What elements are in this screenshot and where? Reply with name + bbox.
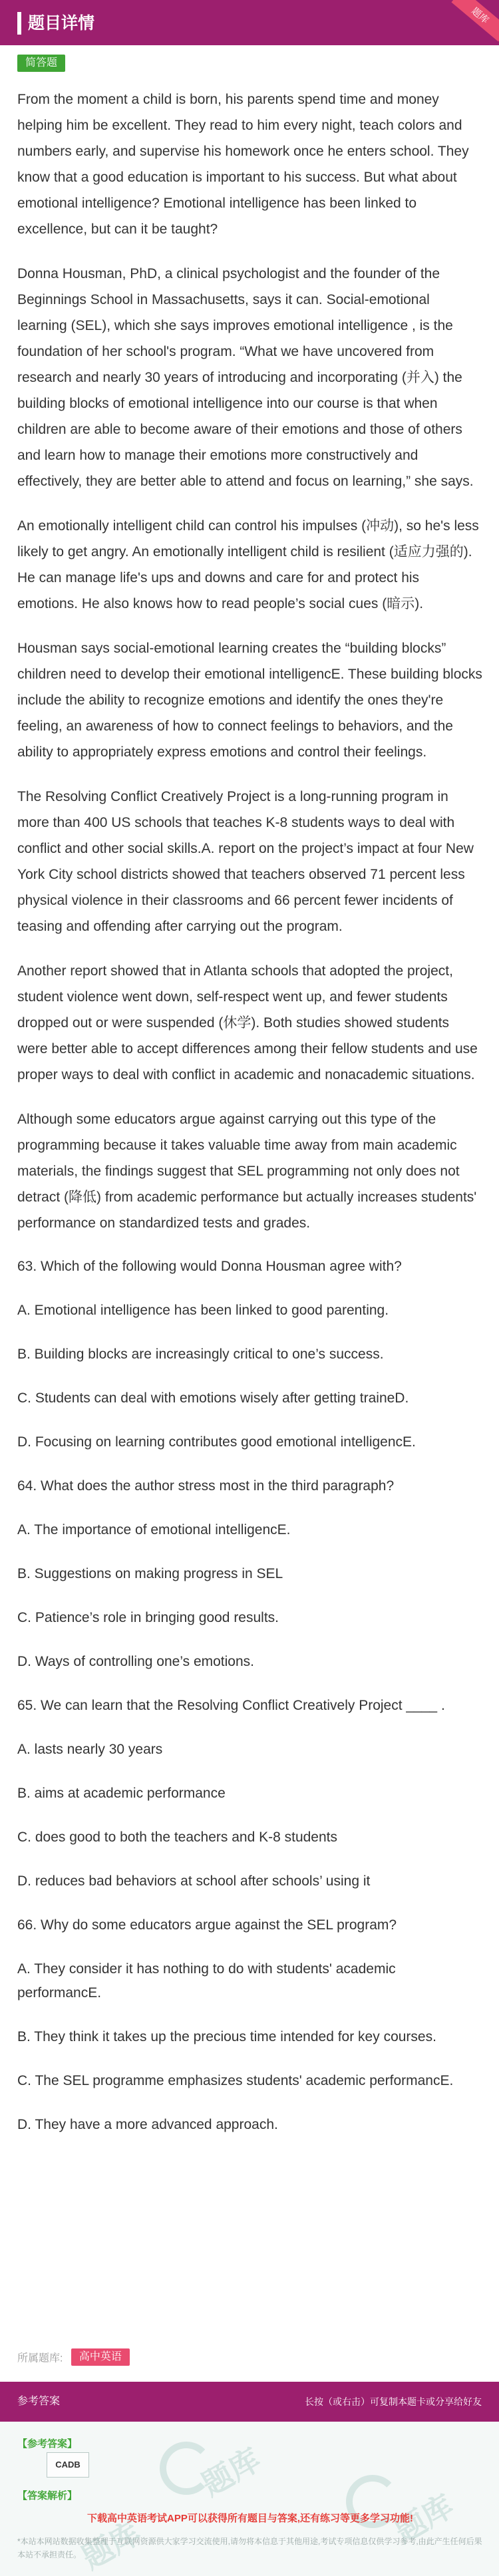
app-download-promo[interactable]: 下载高中英语考试APP可以获得所有题目与答案,还有练习等更多学习功能! <box>86 2513 413 2524</box>
answer-option: B. Suggestions on making progress in SEL <box>17 1566 283 1581</box>
answer-option: C. The SEL programme emphasizes students' academic performancE. <box>17 2073 454 2088</box>
answer-option: C. Students can deal with emotions wisely after getting traineD. <box>17 1390 409 1406</box>
passage-paragraph: From the moment a child is born, his parents spend time and money helping him be excellent. They read to him every night, teach colors and numbers early, and supervise his homework once he enters school. They know that a good education is important to his success. But what about emotional intelligence? Emotional intelligence has been linked to excellence, but can it be taught? <box>17 92 469 237</box>
question-stem: 66. Why do some educators argue against the SEL program? <box>17 1917 397 1933</box>
header <box>0 0 499 45</box>
answer-option: A. The importance of emotional intelligencE. <box>17 1522 291 1537</box>
reference-answer-label: 【参考答案】 <box>17 2438 78 2450</box>
answer-option: A. Emotional intelligence has been linked to good parenting. <box>17 1303 389 1318</box>
source-label: 所属题库: <box>17 2352 63 2364</box>
passage-paragraph: Donna Housman, PhD, a clinical psychologist and the founder of the Beginnings School in Massachusetts, says it can. Social-emotional learning (SEL), which she says improves emotional intelligence , is the foundation of her school's program. “What we have uncovered from research and nearly 30 years of introducing and incorporating (并入) the building blocks of emotional intelligence into our course is that when children are able to become aware of their emotions and those of others and learn how to manage their emotions more constructively and effectively, they are better able to attend and focus on learning,” she says. <box>17 266 474 489</box>
answer-option: D. They have a more advanced approach. <box>17 2117 278 2132</box>
passage-paragraph: An emotionally intelligent child can control his impulses (冲动), so he's less likely to get angry. An emotionally intelligent child is resilient (适应力强的). He can manage life's ups and downs and care for and protect his emotions. He also knows how to read people’s social cues (暗示). <box>17 518 479 611</box>
article <box>17 86 483 2157</box>
passage-paragraph: The Resolving Conflict Creatively Project is a long-running program in more than 400 US schools that teaches K-8 students ways to deal with conflict and other social skills.A. report on the project’s impact at four New York City school districts showed that teachers observed 71 percent less physical violence in their classrooms and 66 percent fewer incidents of teasing and offending after carrying out the program. <box>17 789 474 934</box>
answer-option: A. They consider it has nothing to do with students' academic performancE. <box>17 1961 396 2001</box>
passage-paragraph: Housman says social-emotional learning creates the “building blocks” children need to develop their emotional intelligencE. These building blocks include the ability to recognize emotions and identify the ones they're feeling, an awareness of how to connect feelings to behaviors, and the ability to appropriately express emotions and control their feelings. <box>17 641 482 760</box>
passage-paragraph: Although some educators argue against carrying out this type of the programming because it takes valuable time away from main academic materials, the findings suggest that SEL programming not only does not detract (降低) from academic performance but actually increases students' performance on standardized tests and grades. <box>17 1112 477 1231</box>
source-tag[interactable]: 高中英语 <box>71 2348 130 2366</box>
question-stem: 64. What does the author stress most in the third paragraph? <box>17 1478 395 1494</box>
passage-paragraph: Another report showed that in Atlanta schools that adopted the project, student violence went down, self-respect went up, and fewer students dropped out or were suspended (休学). Both studies showed students were better able to accept differences among their fellow students and use proper ways to deal with conflict in academic and nonacademic situations. <box>17 963 478 1082</box>
answer-header <box>0 2382 499 2422</box>
answer-body <box>0 2422 499 2576</box>
answer-title: 参考答案 <box>17 2396 61 2407</box>
answer-option: B. Building blocks are increasingly critical to one’s success. <box>17 1347 384 1362</box>
answer-option: D. Focusing on learning contributes good emotional intelligencE. <box>17 1434 416 1450</box>
answer-option: B. They think it takes up the precious time intended for key courses. <box>17 2029 436 2044</box>
watermark-text: 题库 <box>76 2515 147 2576</box>
question-stem: 63. Which of the following would Donna Housman agree with? <box>17 1259 402 1274</box>
reference-answer-image: CADB <box>47 2452 89 2478</box>
answer-option: B. aims at academic performance <box>17 1786 226 1801</box>
watermark-text: 题库 <box>196 2442 267 2503</box>
question-type-tag: 简答题 <box>17 55 65 72</box>
source-row <box>17 2348 130 2367</box>
header-accent-bar <box>17 12 21 35</box>
corner-ribbon: 题库 <box>451 0 499 42</box>
answer-option: C. Patience’s role in bringing good results. <box>17 1610 279 1625</box>
disclaimer: *本站本网站数据收集整理于互联网资源供大家学习交流使用,请勿将本信息于其他用途,考试专项信息仅供学习参考,由此产生任何后果本站不承担责任。 <box>17 2537 482 2559</box>
answer-option: A. lasts nearly 30 years <box>17 1742 163 1757</box>
watermark-text: 题库 <box>389 2488 460 2549</box>
copy-share-hint: 长按（或右击）可复制本题卡或分享给好友 <box>305 2396 482 2407</box>
question-stem: 65. We can learn that the Resolving Conflict Creatively Project ____ . <box>17 1698 445 1713</box>
analysis-label: 【答案解析】 <box>17 2490 78 2501</box>
answer-option: D. reduces bad behaviors at school after schools’ using it <box>17 1873 371 1889</box>
answer-option: C. does good to both the teachers and K-8 students <box>17 1830 337 1845</box>
answer-option: D. Ways of controlling one’s emotions. <box>17 1654 254 1669</box>
page-title: 题目详情 <box>28 14 95 33</box>
